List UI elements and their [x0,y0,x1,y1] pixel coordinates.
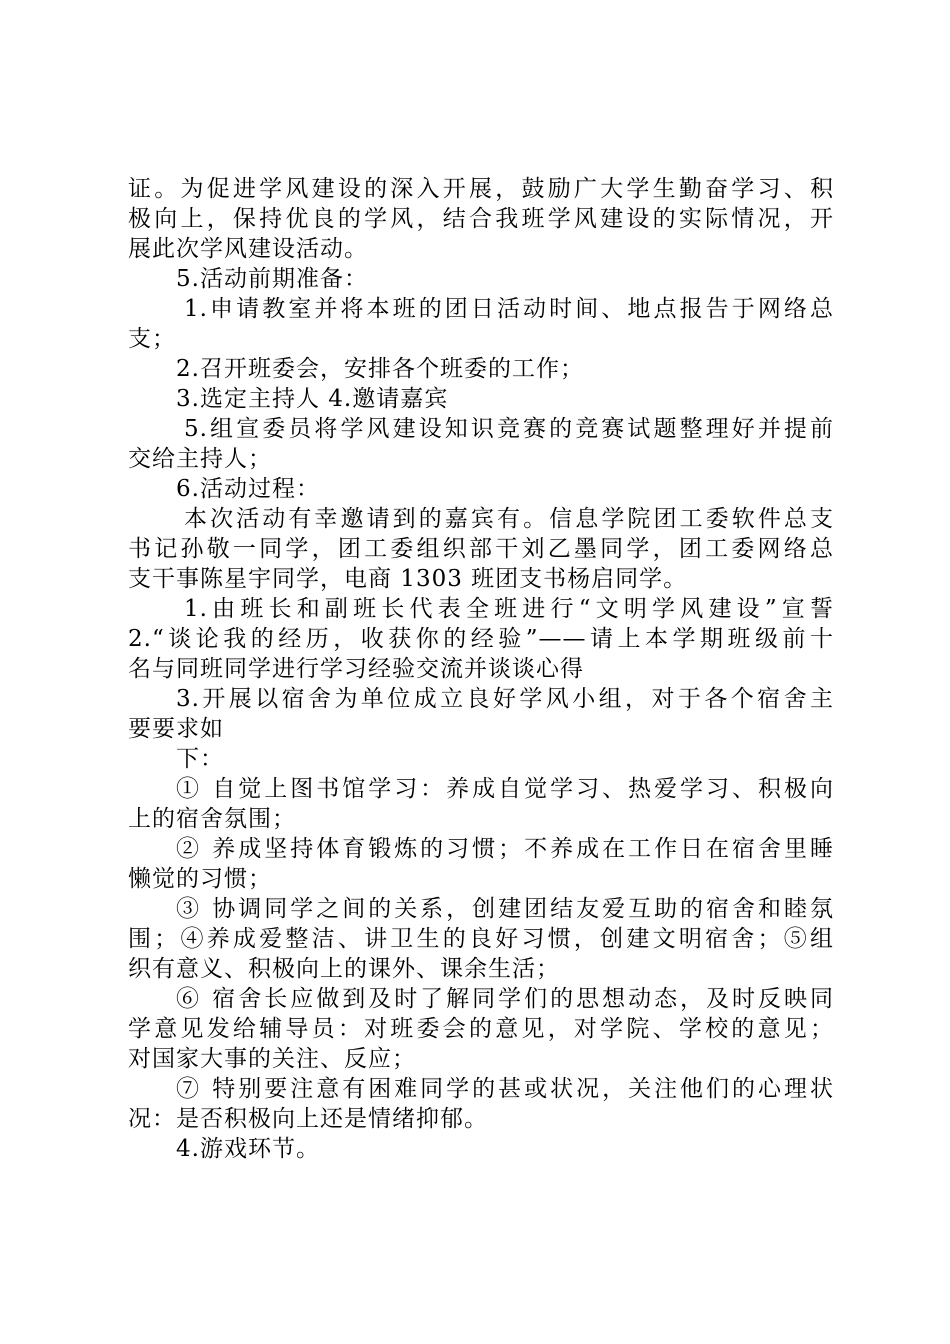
text-line: ⑥ 宿舍长应做到及时了解同学们的思想动态，及时反映同 [176,986,834,1012]
text-line: 上的宿舍氛围； [128,806,296,832]
text-line: 懒觉的习惯； [128,866,272,892]
text-line: 1.由班长和副班长代表全班进行“文明学风建设”宣誓 [184,596,834,622]
text-line: 书记孙敬一同学，团工委组织部干刘乙墨同学，团工委网络总 [128,536,834,562]
text-line: 学意见发给辅导员：对班委会的意见，对学院、学校的意见； [128,1016,834,1042]
text-line: ② 养成坚持体育锻炼的习惯；不养成在工作日在宿舍里睡 [176,836,834,862]
text-line: 对国家大事的关注、反应； [128,1046,416,1072]
text-line: 3.选定主持人 4.邀请嘉宾 [176,386,449,412]
text-line: 1.申请教室并将本班的团日活动时间、地点报告于网络总 [184,296,834,322]
text-line: 况：是否积极向上还是情绪抑郁。 [128,1106,488,1132]
text-line: 支； [128,326,176,352]
text-line: 交给主持人； [128,446,272,472]
text-line: ③ 协调同学之间的关系，创建团结友爱互助的宿舍和睦氛 [176,896,834,922]
text-line: 支干事陈星宇同学，电商 1303 班团支书杨启同学。 [128,566,688,592]
text-line: 2.“谈论我的经历，收获你的经验”——请上本学期班级前十 [128,626,834,652]
text-line: 本次活动有幸邀请到的嘉宾有。信息学院团工委软件总支 [184,506,834,532]
text-line: 围；④养成爱整洁、讲卫生的良好习惯，创建文明宿舍；⑤组 [128,926,834,952]
section-heading: 5.活动前期准备： [176,266,368,292]
text-line: 极向上，保持优良的学风，结合我班学风建设的实际情况，开 [128,206,834,232]
text-line: 展此次学风建设活动。 [128,236,368,262]
text-line: 2.召开班委会，安排各个班委的工作； [176,356,584,382]
section-heading: 6.活动过程： [176,476,320,502]
text-line: 名与同班同学进行学习经验交流并谈谈心得 [128,656,584,682]
text-line: 3.开展以宿舍为单位成立良好学风小组，对于各个宿舍主 [176,686,834,712]
document-body [128,174,834,1164]
text-line: 下： [176,746,224,772]
text-line: 4.游戏环节。 [176,1136,320,1162]
text-line: ① 自觉上图书馆学习：养成自觉学习、热爱学习、积极向 [176,776,834,802]
text-line: 要要求如 [128,716,224,742]
text-line: 证。为促进学风建设的深入开展，鼓励广大学生勤奋学习、积 [128,176,834,202]
text-line: 5.组宣委员将学风建设知识竞赛的竞赛试题整理好并提前 [184,416,834,442]
text-line: ⑦ 特别要注意有困难同学的甚或状况，关注他们的心理状 [176,1076,834,1102]
text-line: 织有意义、积极向上的课外、课余生活； [128,956,560,982]
